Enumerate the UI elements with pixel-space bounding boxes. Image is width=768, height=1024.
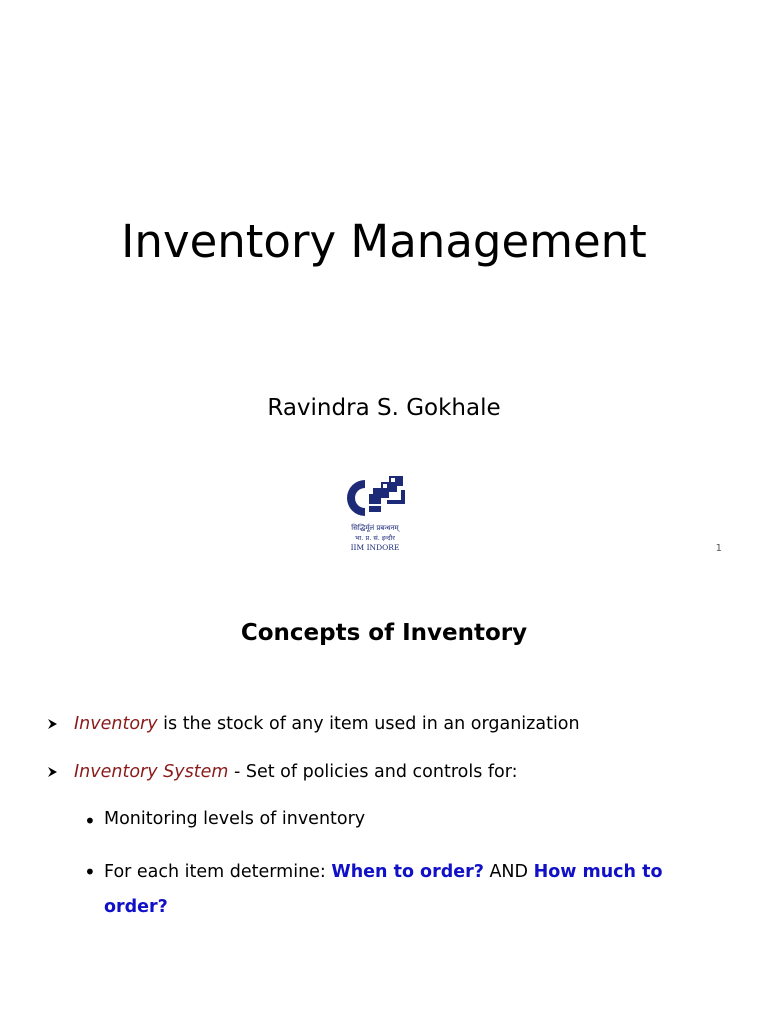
iim-indore-logo: [343, 472, 407, 556]
term-inventory: Inventory: [74, 714, 158, 734]
emphasis-when-to-order: When to order?: [331, 861, 484, 882]
sub-bullet-item: [46, 855, 706, 925]
logo-devanagari-name: भा. प्र. सं. इन्दौर: [355, 534, 395, 542]
author-name: Ravindra S. Gokhale: [267, 395, 501, 421]
arrow-bullet-icon: [46, 766, 58, 778]
bullet-text: - Set of policies and controls for:: [228, 761, 518, 782]
sub-bullet-middle: AND: [483, 861, 534, 882]
dot-bullet-icon: •: [84, 809, 96, 833]
sub-bullet-text: Monitoring levels of inventory: [104, 809, 366, 829]
slide-heading: Concepts of Inventory: [240, 620, 528, 646]
bullet-list: [46, 712, 706, 948]
dot-bullet-icon: •: [84, 859, 96, 884]
term-inventory-system: Inventory System: [74, 761, 229, 782]
emphasis-how-much-to-order: How much to order?: [104, 861, 663, 917]
slide-title: Inventory Management: [121, 215, 647, 268]
sub-bullet-item: [46, 807, 706, 832]
logo-motto: सिद्धिर्मूलं प्रबन्धनम्: [351, 524, 399, 532]
bullet-item: [46, 760, 706, 785]
bullet-text: is the stock of any item used in an organization: [157, 714, 580, 734]
logo-text: IIM INDORE: [350, 543, 400, 552]
bullet-item: [46, 712, 706, 737]
page-number: 1: [715, 543, 722, 554]
content-slide: [0, 576, 768, 1024]
sub-bullet-prefix: For each item determine:: [104, 861, 332, 882]
arrow-bullet-icon: [46, 718, 58, 730]
